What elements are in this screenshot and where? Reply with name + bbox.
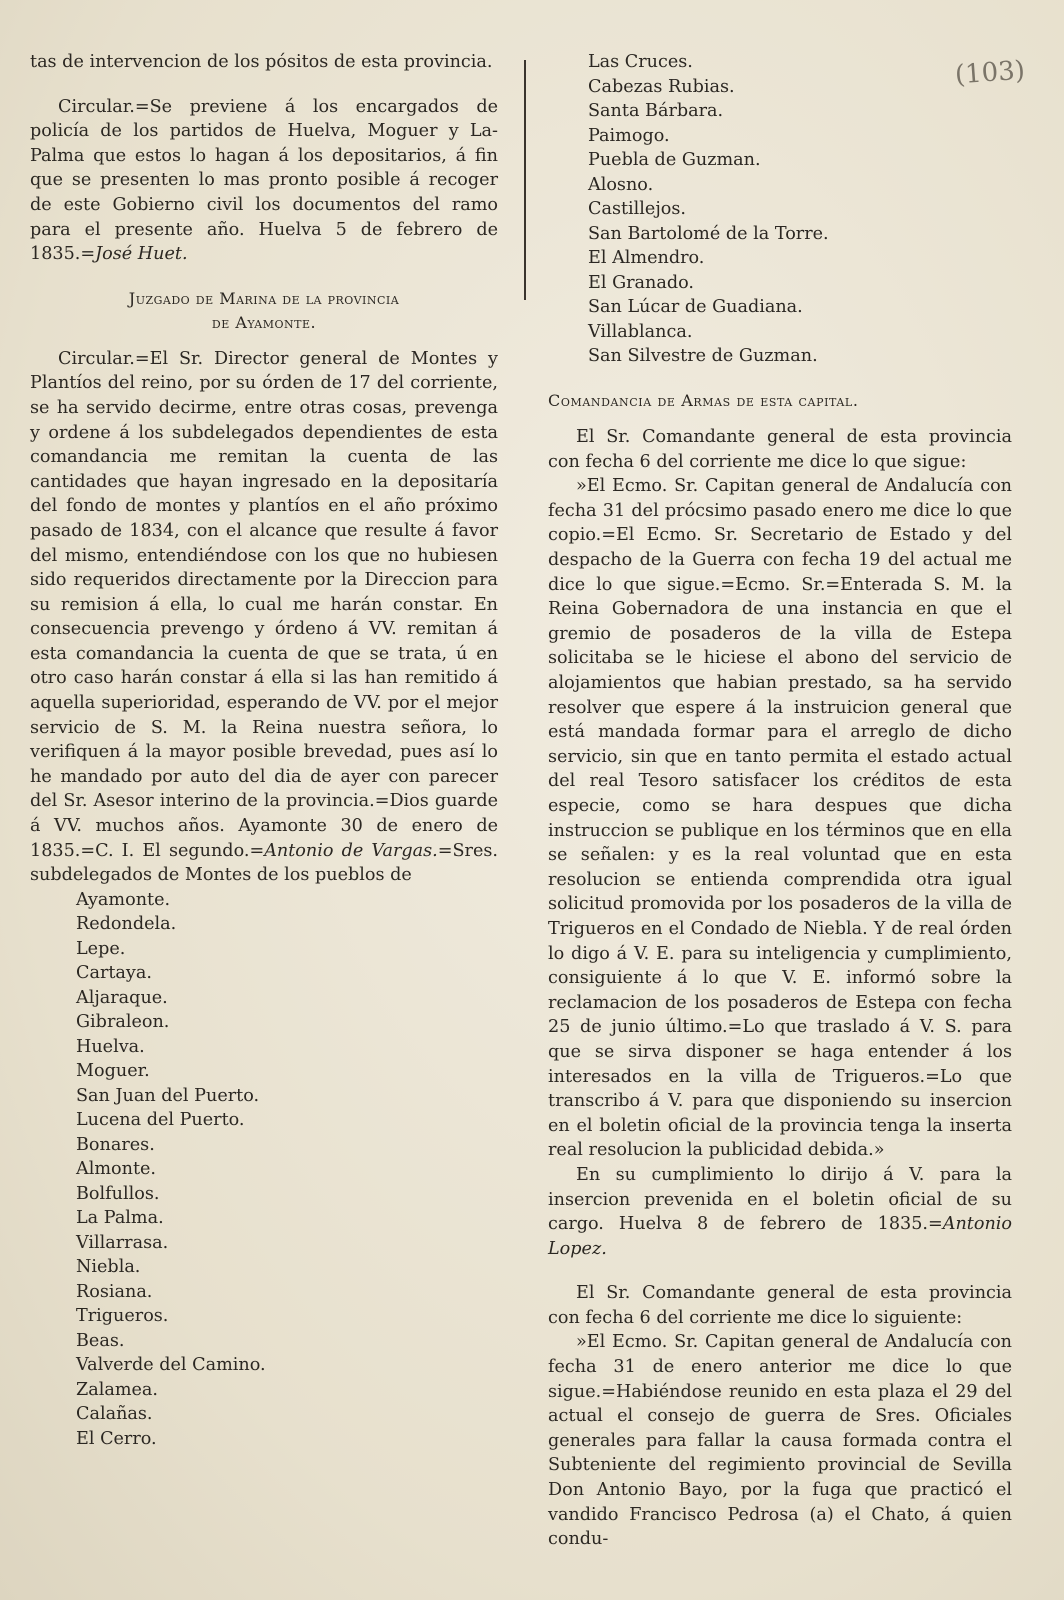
town-item: Trigueros. xyxy=(76,1306,169,1327)
town-item: Almonte. xyxy=(76,1159,157,1180)
town-item: Paimogo. xyxy=(588,125,670,146)
town-item: Huelva. xyxy=(76,1036,145,1057)
town-list-left xyxy=(30,888,498,1452)
town-item: Villarrasa. xyxy=(76,1232,169,1253)
left-column xyxy=(30,50,498,1451)
town-item: Castillejos. xyxy=(588,199,687,219)
page-number: (103) xyxy=(954,55,1026,91)
notice-2-intro: El Sr. Comandante general de esta provincia con fecha 6 del corriente me dice lo siguiente: xyxy=(548,1283,1012,1328)
town-item: San Lúcar de Guadiana. xyxy=(588,297,803,317)
notice-1-signature: Antonio Lopez. xyxy=(548,1214,1012,1259)
town-item: El Almendro. xyxy=(588,248,705,268)
town-item: Lepe. xyxy=(76,938,126,959)
notice-1-closing-text: En su cumplimiento lo dirijo á V. para la insercion prevenida en el boletin oficial de su cargo. Huelva 8 de febrero de 1835.= xyxy=(548,1164,1012,1235)
town-item: Redondela. xyxy=(76,914,177,935)
notice-2-body: »El Ecmo. Sr. Capitan general de Andalucía con fecha 31 de enero anterior me dice lo que sigue.=Habiéndose reunido en esta plaza el 29 del actual el consejo de guerra de Sres. Oficiales generales para fallar la causa formada contra el Subteniente del regimiento provincial de Sevilla Don Antonio Bayo, por la fuga que practicó el vandido Francisco Pedrosa (a) el Chato, á quien condu- xyxy=(548,1332,1012,1550)
town-item: Santa Bárbara. xyxy=(588,101,724,121)
town-list-right xyxy=(548,50,1012,369)
town-item: Villablanca. xyxy=(588,321,693,342)
circular-police-text: Circular.=Se previene á los encargados de policía de los partidos de Huelva, Moguer y La-Palma que estos lo hagan á los depositarios, á fin que se presenten lo mas pronto posible á recoger de este Gobierno civil los documentos del ramo para el presente año. Huelva 5 de febrero de 1835.= xyxy=(30,96,498,265)
notice-1-intro: El Sr. Comandante general de esta provincia con fecha 6 del corriente me dice lo que sigue: xyxy=(548,427,1012,472)
town-item: San Silvestre de Guzman. xyxy=(588,346,818,366)
town-item: Beas. xyxy=(76,1330,125,1351)
town-item: Niebla. xyxy=(76,1257,141,1278)
town-item: Alosno. xyxy=(588,174,654,195)
town-item: Las Cruces. xyxy=(588,52,693,72)
town-item: La Palma. xyxy=(76,1208,164,1229)
circular-montes-text: Circular.=El Sr. Director general de Montes y Plantíos del reino, por su órden de 17 del corriente, se ha servido decirme, entre otras cosas, prevenga y ordene á los subdelegados dependientes de esta comandancia me remitan la cuenta de las cantidades que hayan ingresado en la depositaría del fondo de montes y plantíos en el año próximo pasado de 1834, con el alcance que resulte á favor del mismo, entendiéndose con los que no hubiesen sido requeridos directamente por la Direccion para su remision á ella, lo cual me harán constar. En consecuencia prevengo y órdeno á VV. remitan á esta comandancia la cuenta de que se trata, ú en otro caso harán constar á ella si las han remitido á aquella superioridad, esperando de VV. por el mejor servicio de S. M. la Reina nuestra señora, lo verifiquen á la mayor posible brevedad, pues así lo he mandado por auto del dia de ayer con parecer del Sr. Asesor interino de la provincia.=Dios guarde á VV. muchos años. Ayamonte 30 de enero de 1835.=C. I. El segundo.= xyxy=(30,348,498,861)
circular-police-signature: José Huet. xyxy=(95,244,188,265)
town-item: El Cerro. xyxy=(76,1428,157,1449)
town-item: San Bartolomé de la Torre. xyxy=(588,223,829,244)
circular-police-notice xyxy=(30,95,498,267)
town-item: Calañas. xyxy=(76,1404,153,1425)
town-item: Lucena del Puerto. xyxy=(76,1110,245,1131)
town-item: Rosiana. xyxy=(76,1281,153,1302)
town-item: Zalamea. xyxy=(76,1379,159,1400)
notice-1-closing xyxy=(548,1163,1012,1261)
town-item: Ayamonte. xyxy=(76,889,171,910)
town-item: Cabezas Rubias. xyxy=(588,76,735,97)
section-heading-marina xyxy=(30,287,498,335)
town-item: Valverde del Camino. xyxy=(76,1355,266,1376)
circular-montes-notice xyxy=(30,347,498,888)
right-column xyxy=(548,50,1012,1552)
section-heading-line-1: Juzgado de Marina de la provincia xyxy=(128,288,400,308)
town-item: Puebla de Guzman. xyxy=(588,150,761,170)
town-item: Bolfullos. xyxy=(76,1183,160,1204)
circular-montes-closing: =Sres. subdelegados de Montes de los pueblos de xyxy=(30,840,498,886)
section-heading-line-2: de Ayamonte. xyxy=(211,312,317,332)
town-item: Cartaya. xyxy=(76,963,152,984)
town-item: Moguer. xyxy=(76,1061,150,1082)
town-item: Gibraleon. xyxy=(76,1012,170,1033)
notice-1-body: »El Ecmo. Sr. Capitan general de Andalucía con fecha 31 del prócsimo pasado enero me dice lo que copio.=El Ecmo. Sr. Secretario de Estado y del despacho de la Guerra con fecha 19 del actual me dice lo que sigue.=Ecmo. Sr.=Enterada S. M. la Reina Gobernadora de una instancia en que el gremio de posaderos de la villa de Estepa solicitaba se le hiciese el abono del servicio de alojamientos que habian prestado, sa ha servido resolver que espere á la instruicion general que está mandada formar para el arreglo de dicho servicio, sin que en tanto permita el estado actual del real Tesoro satisfacer los créditos de esta especie, como se hara despues que dicha instruccion se publique en los términos que en ella se señalen: y es la real voluntad que en esta resolucion se entienda comprendida otra igual solicitud promovida por los posaderos de la villa de Trigueros en el Condado de Niebla. Y de real órden lo digo á V. E. para su inteligencia y cumplimiento, consiguiente á lo que V. E. informó sobre la reclamacion de los posaderos de Estepa con fecha 25 de junio último.=Lo que traslado á V. S. para que se sirva disponer se haga entender á los interesados en la villa de Trigueros.=Lo que transcribo á V. para que disponiendo su insercion en el boletin oficial de la provincia tenga la inserta real resolucion la publicidad debida.» xyxy=(548,476,1012,1161)
town-item: Aljaraque. xyxy=(76,987,168,1008)
town-item: San Juan del Puerto. xyxy=(76,1085,260,1106)
circular-montes-signature: Antonio de Vargas. xyxy=(264,840,438,861)
town-item: El Granado. xyxy=(588,272,694,293)
intro-fragment: tas de intervencion de los pósitos de esta provincia. xyxy=(30,52,493,72)
town-item: Bonares. xyxy=(76,1134,155,1155)
section-heading-comandancia: Comandancia de Armas de esta capital. xyxy=(548,390,859,410)
column-divider xyxy=(524,60,526,300)
